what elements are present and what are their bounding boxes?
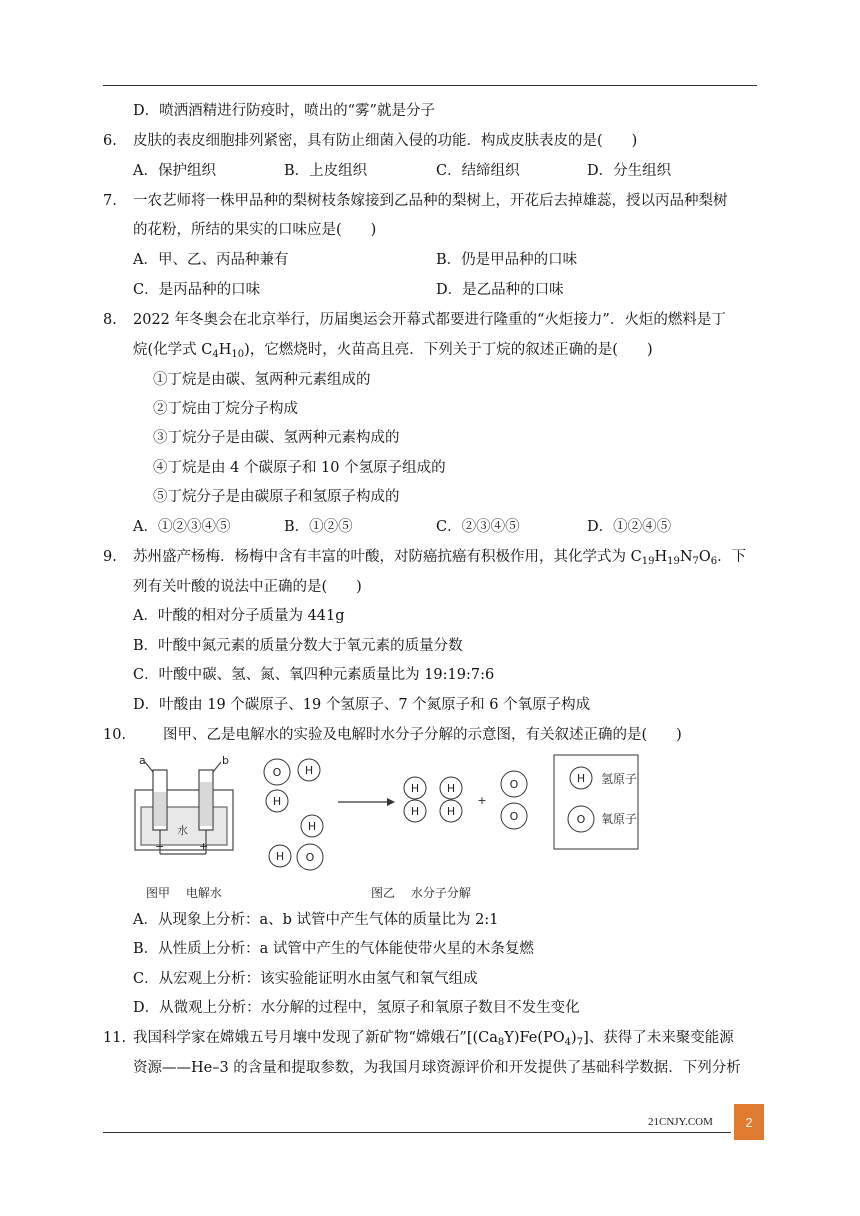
header-rule: [103, 85, 757, 86]
q7-option-c: C．是丙品种的口味: [133, 282, 261, 298]
page-number-badge: 2: [734, 1104, 764, 1140]
battery-plus: +: [199, 840, 209, 853]
electrolysis-apparatus: [135, 762, 233, 854]
reaction-arrowhead: [387, 798, 395, 806]
q10-option-b: B．从性质上分析：a 试管中产生的气体能使带火星的木条复燃: [133, 941, 534, 957]
q9-option-d: D．叶酸由 19 个碳原子、19 个氢原子、7 个氮原子和 6 个氧原子构成: [133, 697, 591, 713]
q6-option-d: D．分生组织: [587, 163, 672, 179]
product-molecules: [404, 771, 527, 829]
q9-option-c: C．叶酸中碳、氢、氮、氧四种元素质量比为 19:19:7:6: [133, 667, 495, 683]
atom-h-3: H: [307, 820, 317, 833]
q8-option-a: A．①②③④⑤: [133, 519, 231, 535]
q7-number: 7.: [103, 193, 117, 209]
q8-option-b: B．①②⑤: [284, 519, 353, 535]
legend-box: [554, 755, 638, 849]
q10-option-c: C．从宏观上分析：该实验能证明水由氢气和氧气组成: [133, 971, 478, 987]
figure-caption-left: 图甲 电解水: [146, 886, 222, 900]
atom-o-3: O: [509, 778, 519, 791]
q10-figure: [125, 752, 645, 902]
q6-number: 6.: [103, 133, 117, 149]
q9-option-b: B．叶酸中氮元素的质量分数大于氧元素的质量分数: [133, 638, 463, 654]
q8-option-c: C．②③④⑤: [436, 519, 520, 535]
footer-site: 21CNJY.COM: [648, 1116, 713, 1128]
q9-stem-line2: 列有关叶酸的说法中正确的是( ): [133, 579, 362, 595]
q9-option-a: A．叶酸的相对分子质量为 441g: [133, 608, 345, 624]
atom-h-2: H: [272, 795, 282, 808]
q8-statement-3: ③丁烷分子是由碳、氢两种元素构成的: [153, 430, 400, 446]
tube-label-b: b: [222, 754, 229, 767]
q8-number: 8.: [103, 312, 117, 328]
q11-number: 11.: [103, 1030, 127, 1046]
atom-h-6: H: [410, 805, 420, 818]
atom-o-1: O: [272, 766, 282, 779]
atom-h-4: H: [275, 850, 285, 863]
q10-number: 10.: [103, 727, 127, 743]
tube-label-a: a: [139, 754, 146, 767]
footer-rule: [103, 1132, 731, 1133]
q8-statement-4: ④丁烷是由 4 个碳原子和 10 个氢原子组成的: [153, 460, 446, 476]
atom-h-7: H: [446, 782, 456, 795]
figure-caption-right: 图乙 水分子分解: [371, 886, 471, 900]
q9-number: 9.: [103, 549, 117, 565]
q8-option-d: D．①②④⑤: [587, 519, 672, 535]
legend-o-symbol: O: [576, 813, 586, 826]
q8-statement-5: ⑤丁烷分子是由碳原子和氢原子构成的: [153, 489, 400, 505]
battery-minus: −: [155, 840, 165, 853]
q5-option-d: D．喷洒酒精进行防疫时，喷出的“雾”就是分子: [133, 103, 435, 119]
atom-o-2: O: [305, 851, 315, 864]
q8-statement-1: ①丁烷是由碳、氢两种元素组成的: [153, 372, 371, 388]
q8-stem-line2: 烷(化学式 $C_4H_{10}$)，它燃烧时，火苗高且亮．下列关于丁烷的叙述正确的是( ): [133, 342, 653, 360]
q10-stem: 图甲、乙是电解水的实验及电解时水分子分解的示意图，有关叙述正确的是( ): [163, 727, 682, 743]
q9-stem-line1: 苏州盛产杨梅．杨梅中含有丰富的叶酸，对防癌抗癌有积极作用，其化学式为 $C_{19}H_{19}N_7O_6$．下: [133, 549, 747, 567]
q6-option-a: A．保护组织: [133, 163, 216, 179]
q10-option-a: A．从现象上分析：a、b 试管中产生气体的质量比为 2:1: [133, 912, 499, 928]
q7-option-d: D．是乙品种的口味: [436, 282, 564, 298]
atom-h-5: H: [410, 782, 420, 795]
atom-o-4: O: [509, 810, 519, 823]
legend-h-label: 氢原子: [601, 772, 638, 786]
q6-option-c: C．结缔组织: [436, 163, 520, 179]
q8-stem-line1: 2022 年冬奥会在北京举行，历届奥运会开幕式都要进行隆重的“火炬接力”．火炬的燃料是丁: [133, 312, 726, 328]
q7-option-b: B．仍是甲品种的口味: [436, 252, 578, 268]
water-label: 水: [177, 824, 188, 837]
q8-statement-2: ②丁烷由丁烷分子构成: [153, 401, 298, 417]
q11-stem-line2: 资源——He–3 的含量和提取参数，为我国月球资源评价和开发提供了基础科学数据．下列分析: [133, 1060, 741, 1076]
q7-stem-line1: 一农艺师将一株甲品种的梨树枝条嫁接到乙品种的梨树上，开花后去掉雄蕊，授以丙品种梨树: [133, 193, 728, 209]
q7-option-a: A．甲、乙、丙品种兼有: [133, 252, 289, 268]
atom-h-8: H: [446, 805, 456, 818]
q7-stem-line2: 的花粉，所结的果实的口味应是( ): [133, 222, 377, 238]
q10-option-d: D．从微观上分析：水分解的过程中，氢原子和氧原子数目不发生变化: [133, 1000, 580, 1016]
q11-stem-line1: 我国科学家在嫦娥五号月壤中发现了新矿物“嫦娥石$”[(Ca_8Y)Fe(PO_4)_7]$、获得了未来聚变能源: [133, 1030, 734, 1048]
q6-option-b: B．上皮组织: [284, 163, 368, 179]
legend-h-symbol: H: [576, 772, 586, 785]
legend-o-label: 氧原子: [601, 812, 638, 826]
plus-sign: +: [477, 794, 487, 807]
q6-stem: 皮肤的表皮细胞排列紧密，具有防止细菌入侵的功能．构成皮肤表皮的是( ): [133, 133, 638, 149]
atom-h-1: H: [304, 764, 314, 777]
